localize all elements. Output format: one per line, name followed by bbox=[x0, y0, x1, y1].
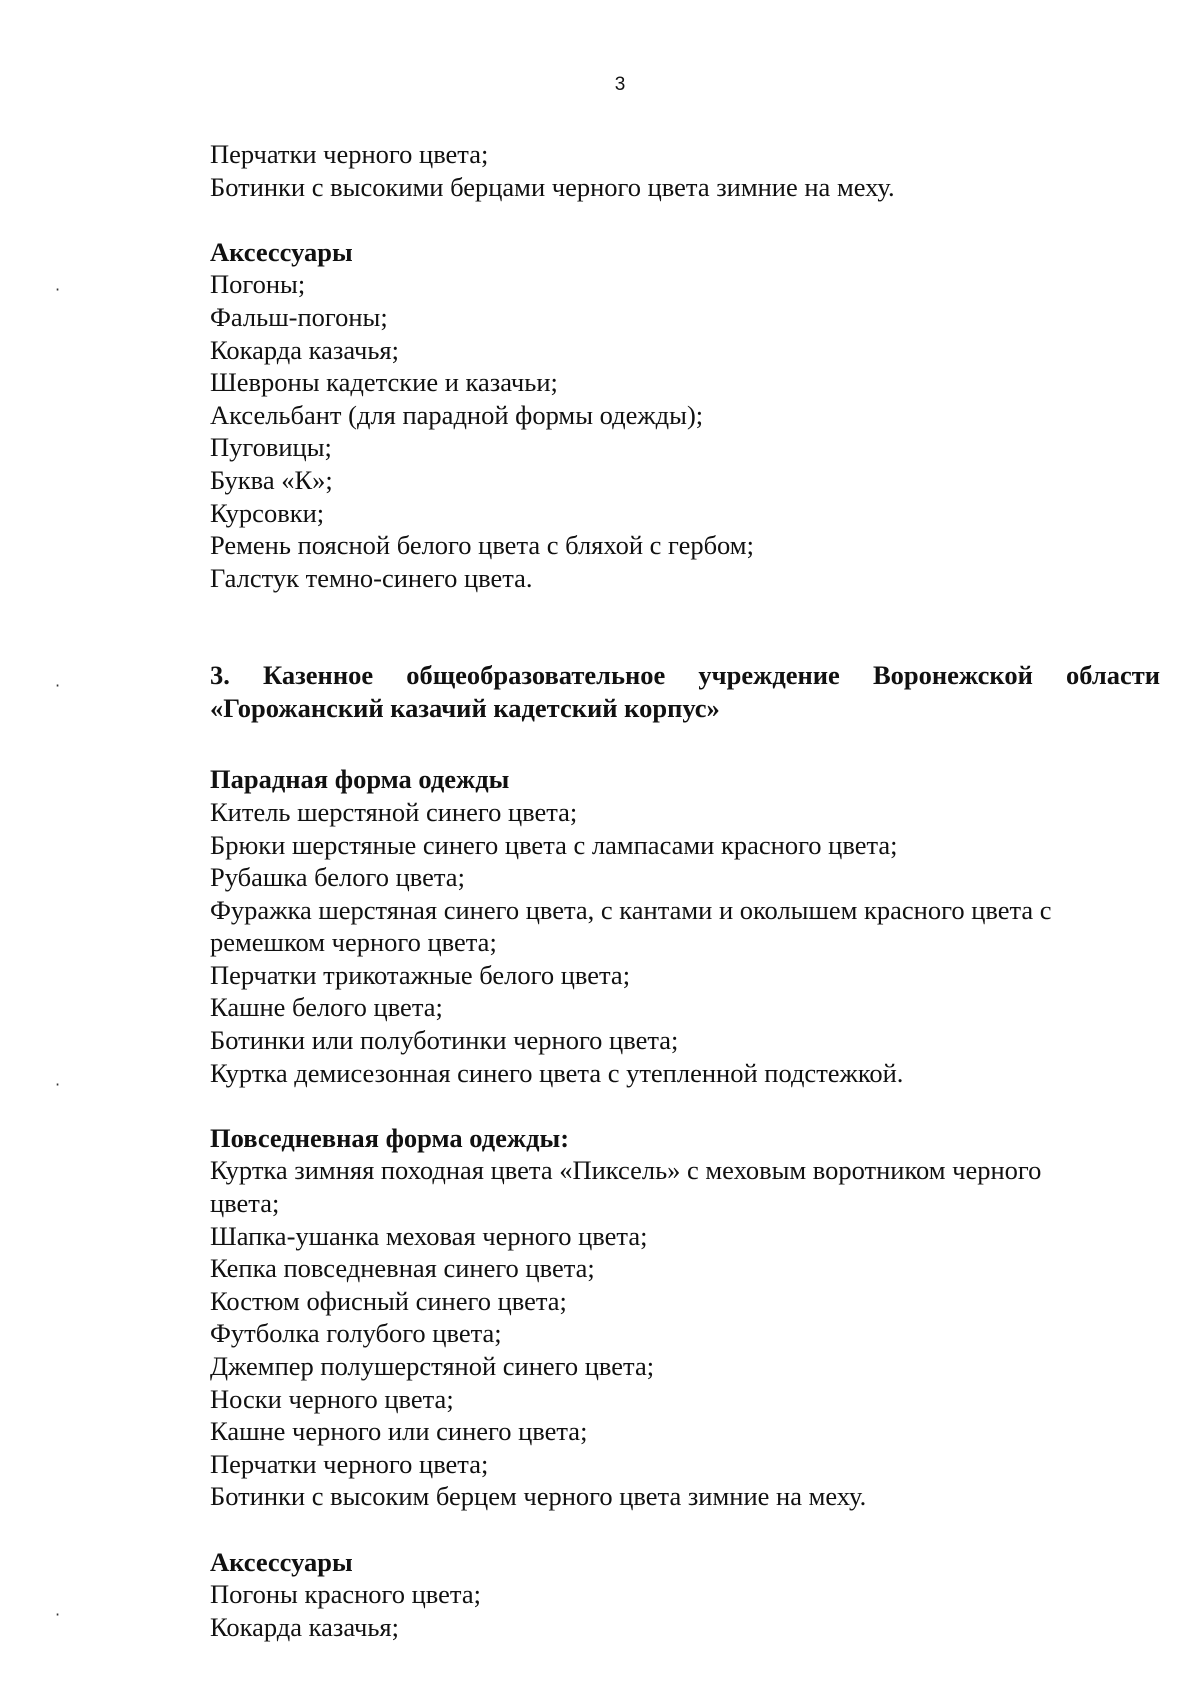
list-item: Ремень поясной белого цвета с бляхой с гербом; bbox=[210, 530, 754, 561]
list-item: Перчатки трикотажные белого цвета; bbox=[210, 959, 631, 990]
list-item: Ботинки с высоким берцем черного цвета зимние на меху. bbox=[210, 1481, 867, 1512]
section-title-line: 3. Казенное общеобразовательное учреждение Воронежской области bbox=[210, 660, 1160, 691]
list-item: Погоны; bbox=[210, 269, 306, 300]
text-line: Перчатки черного цвета; bbox=[210, 139, 489, 169]
accessories-heading: Аксессуары bbox=[210, 236, 353, 267]
list-item: Футболка голубого цвета; bbox=[210, 1318, 502, 1349]
list-item: Пуговицы; bbox=[210, 432, 332, 463]
list-item: Курсовки; bbox=[210, 497, 325, 528]
list-item: Галстук темно-синего цвета. bbox=[210, 562, 533, 593]
page-number: 3 bbox=[614, 74, 626, 95]
section-title-line: «Горожанский казачий кадетский корпус» bbox=[210, 693, 720, 724]
list-item: Брюки шерстяные синего цвета с лампасами красного цвета; bbox=[210, 829, 898, 860]
list-item: Костюм офисный синего цвета; bbox=[210, 1285, 567, 1316]
list-item: цвета; bbox=[210, 1188, 280, 1219]
list-item: Кокарда казачья; bbox=[210, 334, 399, 365]
margin-mark: · bbox=[55, 1605, 61, 1624]
section-title bbox=[210, 659, 1160, 725]
list-item: Погоны красного цвета; bbox=[210, 1579, 481, 1610]
list-item: Куртка зимняя походная цвета «Пиксель» с меховым воротником черного bbox=[210, 1155, 1042, 1186]
margin-mark: · bbox=[55, 280, 61, 299]
list-item: Рубашка белого цвета; bbox=[210, 862, 465, 893]
list-item: Буква «К»; bbox=[210, 464, 333, 495]
list-item: Фуражка шерстяная синего цвета, с кантами и околышем красного цвета с bbox=[210, 894, 1052, 925]
list-item: Кашне черного или синего цвета; bbox=[210, 1416, 588, 1447]
list-item: Ботинки или полуботинки черного цвета; bbox=[210, 1025, 679, 1056]
list-item: Шевроны кадетские и казачьи; bbox=[210, 367, 558, 398]
list-item: Джемпер полушерстяной синего цвета; bbox=[210, 1351, 655, 1381]
accessories-heading: Аксессуары bbox=[210, 1546, 353, 1577]
parade-uniform-heading: Парадная форма одежды bbox=[210, 764, 510, 795]
text-line: Ботинки с высокими берцами черного цвета зимние на меху. bbox=[210, 171, 895, 202]
document-body bbox=[210, 138, 1160, 1643]
list-item: ремешком черного цвета; bbox=[210, 927, 497, 958]
list-item: Кокарда казачья; bbox=[210, 1611, 399, 1642]
list-item: Перчатки черного цвета; bbox=[210, 1448, 489, 1479]
list-item: Шапка-ушанка меховая черного цвета; bbox=[210, 1220, 648, 1251]
daily-uniform-heading: Повседневная форма одежды: bbox=[210, 1122, 570, 1153]
list-item: Носки черного цвета; bbox=[210, 1383, 454, 1414]
list-item: Кашне белого цвета; bbox=[210, 992, 443, 1023]
margin-mark: · bbox=[55, 1075, 61, 1094]
list-item: Фальш-погоны; bbox=[210, 301, 388, 332]
list-item: Китель шерстяной синего цвета; bbox=[210, 796, 578, 827]
list-item: Аксельбант (для парадной формы одежды); bbox=[210, 399, 704, 430]
list-item: Куртка демисезонная синего цвета с утепленной подстежкой. bbox=[210, 1057, 904, 1088]
list-item: Кепка повседневная синего цвета; bbox=[210, 1253, 595, 1284]
margin-mark: · bbox=[55, 676, 61, 695]
